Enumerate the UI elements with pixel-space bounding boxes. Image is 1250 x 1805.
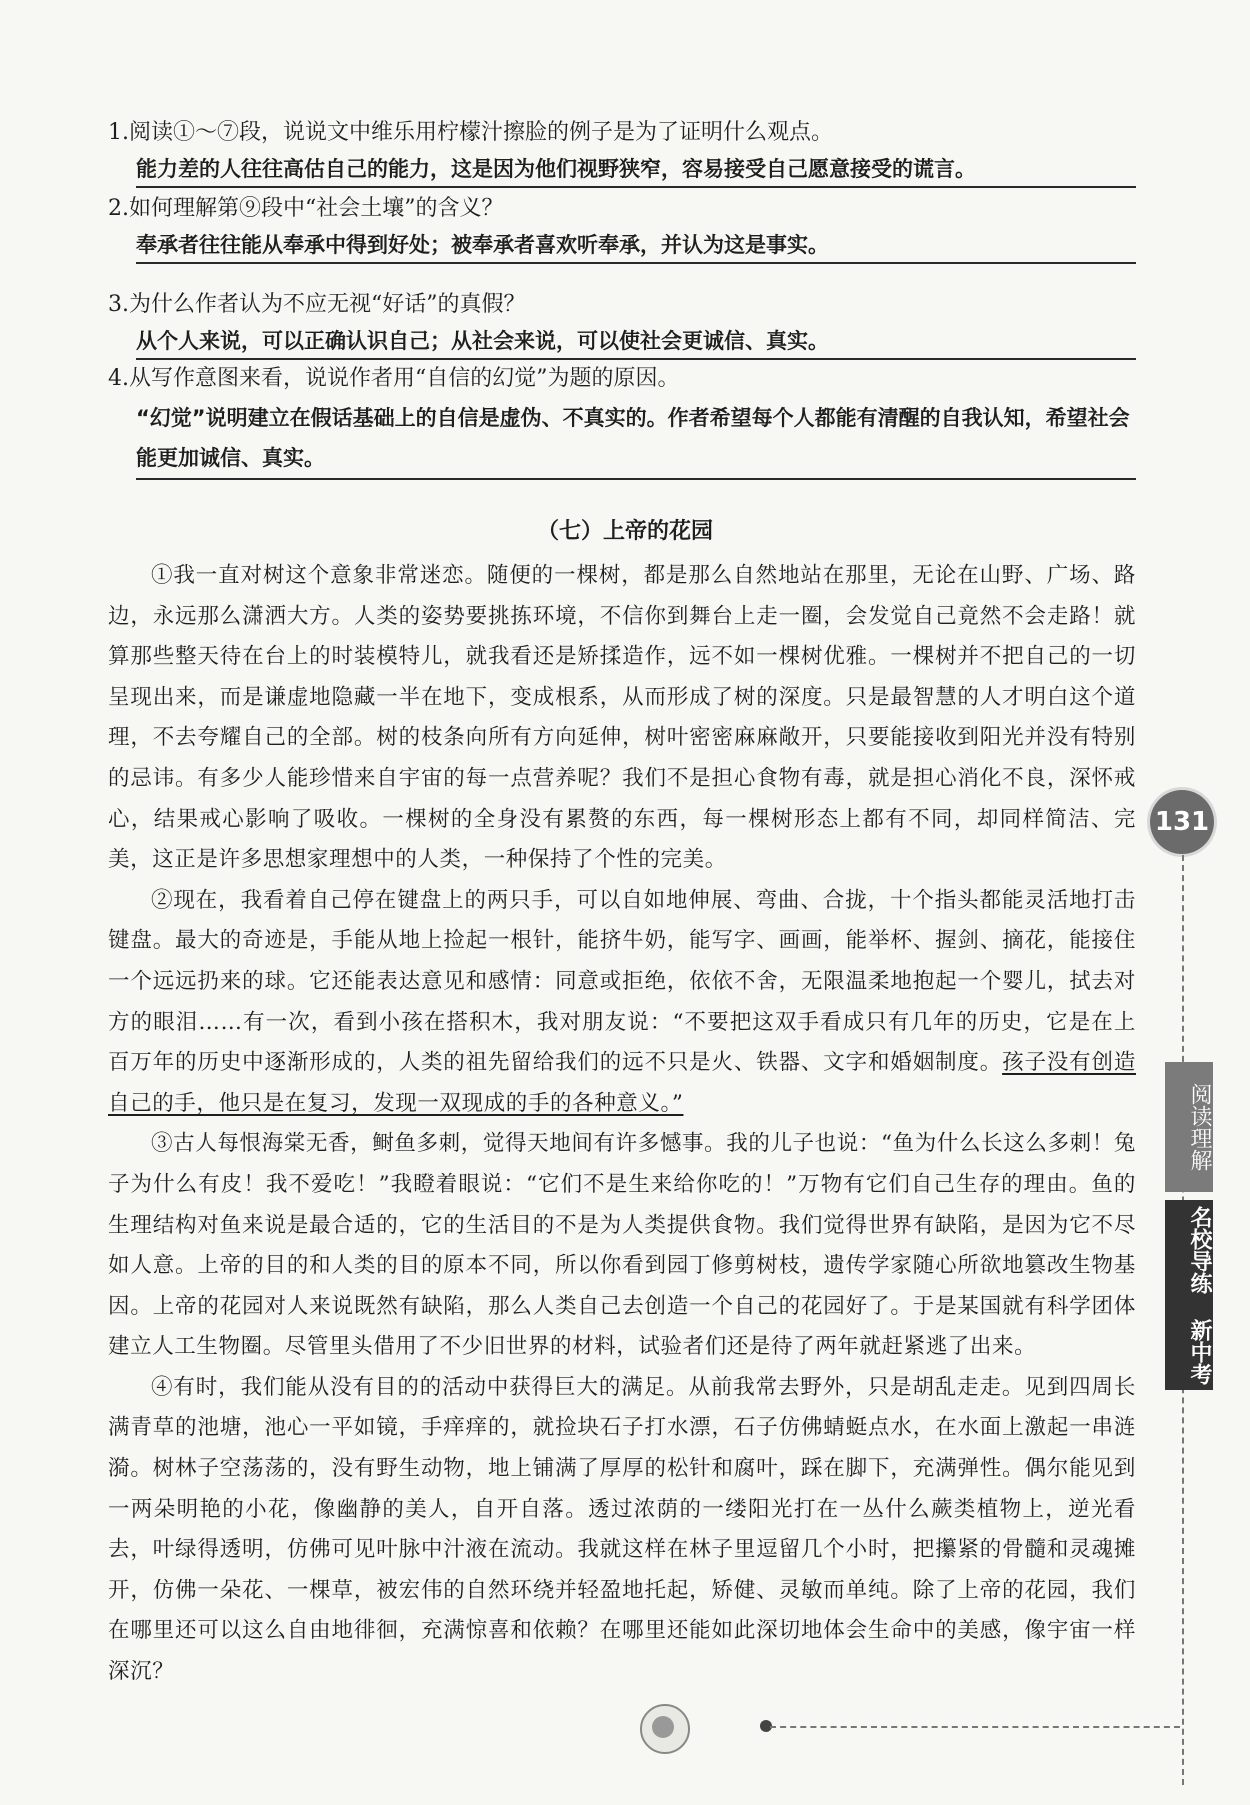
paragraph-3: ③古人每恨海棠无香，鲥鱼多刺，觉得天地间有许多憾事。我的儿子也说：“鱼为什么长这么多刺！兔子为什么有皮！我不爱吃！”我瞪着眼说：“它们不是生来给你吃的！”万物有它们自己生存的理由。鱼的生理结构对鱼来说是最合适的，它的生活目的不是为人类提供食物。我们觉得世界有缺陷，是因为它不尽如人意。上帝的目的和人类的目的原本不同，所以你看到园丁修剪树枝，遗传学家随心所欲地篡改生物基因。上帝的花园对人来说既然有缺陷，那么人类自己去创造一个自己的花园好了。于是某国就有科学团体建立人工生物圈。尽管里头借用了不少旧世界的材料，试验者们还是待了两年就赶紧逃了出来。 (108, 1131, 1136, 1360)
paragraph-2-text: ②现在，我看着自己停在键盘上的两只手，可以自如地伸展、弯曲、合拢，十个指头都能灵活地打击键盘。最大的奇迹是，手能从地上捡起一根针，能挤牛奶，能写字、画画，能举杯、握剑、摘花，能接住一个远远扔来的球。它还能表达意见和感情：同意或拒绝，依依不舍，无限温柔地抱起一个婴儿，拭去对方的眼泪……有一次，看到小孩在搭积木，我对朋友说：“不要把这双手看成只有几年的历史，它是在上百万年的历史中逐渐形成的，人类的祖先留给我们的远不只是火、铁器、文字和婚姻制度。 (108, 887, 1136, 1076)
question-text: 2.如何理解第⑨段中“社会土壤”的含义？ (108, 196, 504, 221)
passage-body (108, 556, 1136, 1693)
publisher-logo-icon (640, 1704, 690, 1754)
question-3 (108, 288, 1138, 360)
passage-title: （七）上帝的花园 (536, 519, 713, 544)
paragraph-2 (108, 881, 1136, 1125)
answer-line: 能力差的人往往高估自己的能力，这是因为他们视野狭窄，容易接受自己愿意接受的谎言。 (136, 152, 1136, 188)
question-text: 1.阅读①～⑦段，说说文中维乐用柠檬汁擦脸的例子是为了证明什么观点。 (108, 120, 833, 145)
footer-divider (770, 1726, 1180, 1728)
underlined-sentence: 孩子没有创造自己的手，他只是在复习，发现一双现成的手的各种意义。” (108, 1050, 1136, 1116)
paragraph-1: ①我一直对树这个意象非常迷恋。随便的一棵树，都是那么自然地站在那里，无论在山野、广场、路边，永远那么潇洒大方。人类的姿势要挑拣环境，不信你到舞台上走一圈，会发觉自己竟然不会走路！就算那些整天待在台上的时装模特儿，就我看还是矫揉造作，远不如一棵树优雅。一棵树并不把自己的一切呈现出来，而是谦虚地隐藏一半在地下，变成根系，从而形成了树的深度。只是最智慧的人才明白这个道理，不去夸耀自己的全部。树的枝条向所有方向延伸，树叶密密麻麻敞开，只要能接收到阳光并没有特别的忌讳。有多少人能珍惜来自宇宙的每一点营养呢？我们不是担心食物有毒，就是担心消化不良，深怀戒心，结果戒心影响了吸收。一棵树的全身没有累赘的东西，每一棵树形态上都有不同，却同样简洁、完美，这正是许多思想家理想中的人类，一种保持了个性的完美。 (108, 563, 1136, 873)
brand-tab: 名校导练 新中考 (1165, 1200, 1213, 1390)
answer-line: 从个人来说，可以正确认识自己；从社会来说，可以使社会更诚信、真实。 (136, 324, 1136, 360)
section-tab: 阅读理解 (1165, 1062, 1213, 1192)
question-1 (108, 116, 1138, 188)
question-text: 4.从写作意图来看，说说作者用“自信的幻觉”为题的原因。 (108, 366, 680, 391)
page-number: 131 (1150, 790, 1214, 854)
answer-line: 奉承者往往能从奉承中得到好处；被奉承者喜欢听奉承，并认为这是事实。 (136, 228, 1136, 264)
question-4 (108, 362, 1138, 480)
question-2 (108, 192, 1138, 264)
answer-line: “幻觉”说明建立在假话基础上的自信是虚伪、不真实的。作者希望每个人都能有清醒的自我认知，希望社会能更加诚信、真实。 (136, 398, 1136, 480)
paragraph-4: ④有时，我们能从没有目的的活动中获得巨大的满足。从前我常去野外，只是胡乱走走。见到四周长满青草的池塘，池心一平如镜，手痒痒的，就捡块石子打水漂，石子仿佛蜻蜓点水，在水面上激起一串涟漪。树林子空荡荡的，没有野生动物，地上铺满了厚厚的松针和腐叶，踩在脚下，充满弹性。偶尔能见到一两朵明艳的小花，像幽静的美人，自开自落。透过浓荫的一缕阳光打在一丛什么蕨类植物上，逆光看去，叶绿得透明，仿佛可见叶脉中汁液在流动。我就这样在林子里逗留几个小时，把攥紧的骨髓和灵魂摊开，仿佛一朵花、一棵草，被宏伟的自然环绕并轻盈地托起，矫健、灵敏而单纯。除了上帝的花园，我们在哪里还可以这么自由地徘徊，充满惊喜和依赖？在哪里还能如此深切地体会生命中的美感，像宇宙一样深沉？ (108, 1374, 1136, 1685)
question-text: 3.为什么作者认为不应无视“好话”的真假？ (108, 292, 526, 317)
